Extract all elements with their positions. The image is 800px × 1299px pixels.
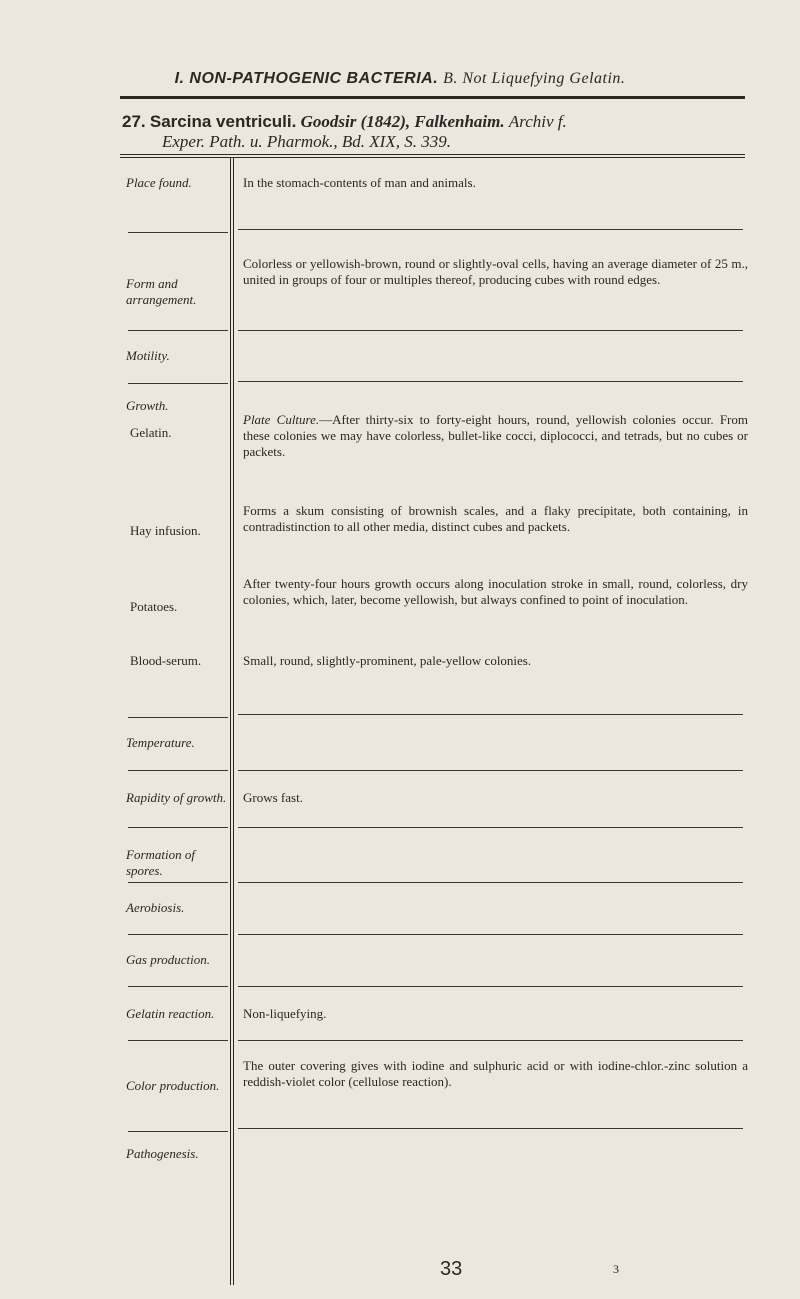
label-temperature: Temperature. bbox=[126, 735, 195, 750]
page-number: 33 bbox=[440, 1258, 463, 1280]
label-pathogenesis: Pathogenesis. bbox=[126, 1146, 199, 1161]
entry-authors: Goodsir (1842), Falkenhaim. bbox=[300, 112, 505, 131]
label-growth: Growth. bbox=[126, 398, 169, 413]
label-gelatin: Gelatin. bbox=[130, 425, 172, 440]
value-color-production: The outer covering gives with iodine and sulphuric acid or with iodine-chlor.-zinc solution a reddish-violet color (cellulose reaction). bbox=[243, 1058, 748, 1089]
row-divider bbox=[238, 381, 743, 382]
table-top-rule-2 bbox=[120, 157, 745, 158]
label-motility: Motility. bbox=[126, 348, 170, 363]
row-divider bbox=[128, 882, 228, 883]
section-name: NON-PATHOGENIC BACTERIA. bbox=[189, 70, 439, 87]
row-divider bbox=[128, 934, 228, 935]
row-divider bbox=[128, 717, 228, 718]
label-place-found: Place found. bbox=[126, 175, 192, 190]
entry-name: Sarcina ventriculi. bbox=[149, 112, 297, 131]
value-rapidity: Grows fast. bbox=[243, 790, 303, 805]
label-gas-production: Gas production. bbox=[126, 952, 211, 967]
value-place-found: In the stomach-contents of man and animals. bbox=[243, 175, 476, 190]
label-potatoes: Potatoes. bbox=[130, 599, 178, 614]
row-divider bbox=[128, 1131, 228, 1132]
entry-citation-2: Exper. Path. u. Pharmok., Bd. XIX, S. 339. bbox=[162, 132, 451, 151]
entry-number: 27. bbox=[122, 112, 146, 131]
row-divider bbox=[128, 232, 228, 233]
row-divider bbox=[238, 770, 743, 771]
row-divider bbox=[238, 1128, 743, 1129]
column-divider bbox=[230, 157, 231, 1285]
section-number: I. bbox=[174, 70, 185, 87]
row-divider bbox=[128, 827, 228, 828]
row-divider bbox=[128, 986, 228, 987]
value-gelatin bbox=[243, 412, 748, 460]
row-divider bbox=[128, 1040, 228, 1041]
label-gelatin-reaction: Gelatin reaction. bbox=[126, 1006, 215, 1021]
value-potatoes: After twenty-four hours growth occurs along inoculation stroke in small, round, colorless, dry colonies, which, later, become yellowish, but always confined to point of inoculation. bbox=[243, 576, 748, 607]
entry-title bbox=[122, 112, 762, 152]
label-form-arrangement: Form and arrangement. bbox=[126, 276, 197, 307]
row-divider bbox=[238, 882, 743, 883]
row-divider bbox=[238, 827, 743, 828]
row-divider bbox=[238, 1040, 743, 1041]
label-aerobiosis: Aerobiosis. bbox=[126, 900, 185, 915]
value-gelatin-reaction: Non-liquefying. bbox=[243, 1006, 327, 1021]
subsection-title: B. Not Liquefying Gelatin. bbox=[443, 70, 626, 87]
row-divider bbox=[128, 330, 228, 331]
label-blood-serum: Blood-serum. bbox=[130, 653, 202, 668]
value-hay-infusion: Forms a skum consisting of brownish scales, and a flaky precipitate, both containing, in contradistinction to all other media, distinct cubes and packets. bbox=[243, 503, 748, 534]
label-spores: Formation of spores. bbox=[126, 847, 195, 878]
column-divider-2 bbox=[233, 157, 234, 1285]
table-top-rule bbox=[120, 154, 745, 155]
row-divider bbox=[238, 986, 743, 987]
running-header bbox=[0, 70, 800, 88]
label-color-production: Color production. bbox=[126, 1078, 220, 1093]
label-rapidity: Rapidity of growth. bbox=[126, 790, 227, 805]
plate-culture-text: —After thirty-six to forty-eight hours, round, yellowish colonies occur. From these colonies we may have colorless, bullet-like cocci, diplococci, and tetrads, but no cubes or packets. bbox=[243, 412, 748, 459]
row-divider bbox=[238, 330, 743, 331]
header-rule bbox=[120, 96, 745, 99]
row-divider bbox=[238, 229, 743, 230]
row-divider bbox=[238, 714, 743, 715]
row-divider bbox=[128, 383, 228, 384]
value-blood-serum: Small, round, slightly-prominent, pale-yellow colonies. bbox=[243, 653, 532, 668]
label-hay-infusion: Hay infusion. bbox=[130, 523, 201, 538]
value-form-arrangement: Colorless or yellowish-brown, round or slightly-oval cells, having an average diameter of 25 m., united in groups of four or multiples thereof, producing cubes with round edges. bbox=[243, 256, 748, 287]
signature-mark: 3 bbox=[613, 1262, 619, 1276]
row-divider bbox=[238, 934, 743, 935]
plate-culture-lead: Plate Culture. bbox=[243, 412, 320, 427]
row-divider bbox=[128, 770, 228, 771]
entry-citation-1: Archiv f. bbox=[508, 112, 567, 131]
